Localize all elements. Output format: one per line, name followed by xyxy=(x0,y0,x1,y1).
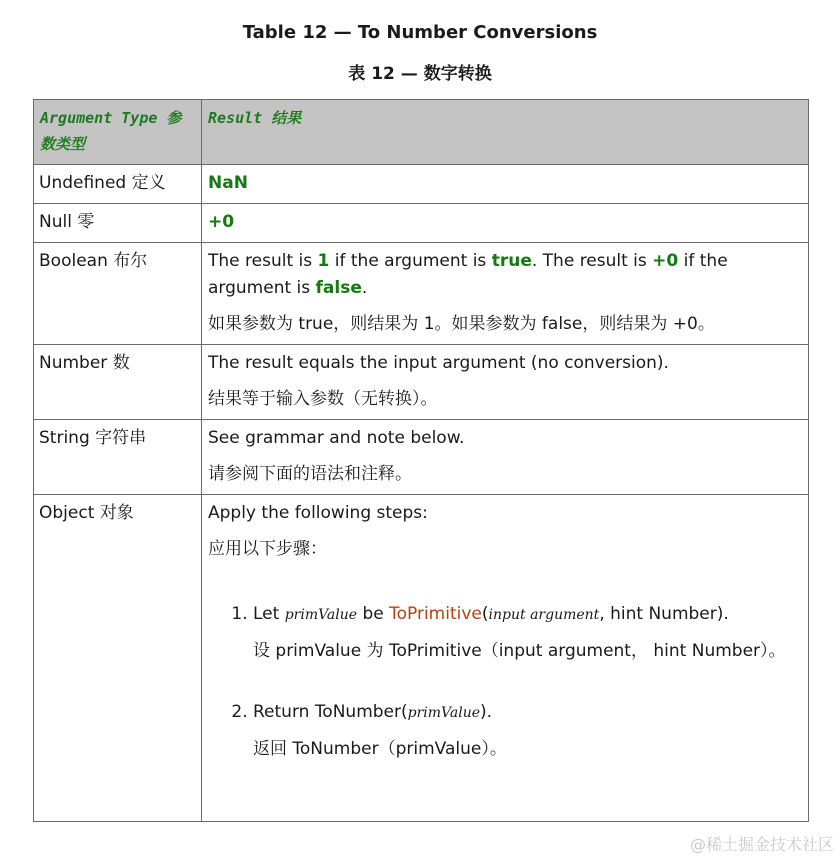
result-text-en: The result equals the input argument (no conversion). xyxy=(208,353,669,373)
result-text-en: The result is 1 if the argument is true. The result is +0 if the argument is false. xyxy=(208,251,728,298)
argument-cell: String 字符串 xyxy=(34,420,202,495)
table-title-zh: 表 12 — 数字转换 xyxy=(348,64,492,84)
result-cell xyxy=(202,165,809,204)
step-text-zh: 设 primValue 为 ToPrimitive（input argument， hint Number）。 xyxy=(253,641,786,661)
result-cell xyxy=(202,495,809,822)
header-argument: Argument Type 参数类型 xyxy=(34,100,202,165)
plus-zero-value: +0 xyxy=(208,212,235,232)
table-row xyxy=(34,495,809,822)
result-cell xyxy=(202,345,809,420)
argument-cell: Number 数 xyxy=(34,345,202,420)
result-cell xyxy=(202,204,809,243)
list-item xyxy=(253,699,800,763)
table-row xyxy=(34,243,809,345)
table-row xyxy=(34,420,809,495)
table-row xyxy=(34,165,809,204)
to-number-table xyxy=(33,99,809,822)
list-item xyxy=(253,601,800,665)
step-text-en: 2. Return ToNumber(primValue). xyxy=(253,702,493,722)
result-text-zh: 应用以下步骤： xyxy=(208,539,327,559)
table-row xyxy=(34,345,809,420)
watermark: @稀土掘金技术社区 xyxy=(689,835,834,854)
nan-value: NaN xyxy=(208,173,248,193)
argument-cell: Undefined 定义 xyxy=(34,165,202,204)
toprimitive-link[interactable]: ToPrimitive xyxy=(389,604,482,624)
steps-list xyxy=(208,601,800,763)
step-text-zh: 返回 ToNumber（primValue）。 xyxy=(253,739,507,759)
result-text-en: See grammar and note below. xyxy=(208,428,465,448)
result-cell xyxy=(202,243,809,345)
table-title-en: Table 12 — To Number Conversions xyxy=(242,22,598,43)
result-cell xyxy=(202,420,809,495)
result-text-zh: 如果参数为 true，则结果为 1。如果参数为 false，则结果为 +0。 xyxy=(208,314,715,334)
argument-cell: Object 对象 xyxy=(34,495,202,822)
result-text-en: Apply the following steps: xyxy=(208,503,428,523)
result-text-zh: 结果等于输入参数（无转换）。 xyxy=(208,389,438,409)
variable-primvalue: primValue xyxy=(407,705,480,721)
header-result: Result 结果 xyxy=(202,100,809,165)
variable-input-argument: input argument xyxy=(488,607,600,623)
result-text-zh: 请参阅下面的语法和注释。 xyxy=(208,464,412,484)
variable-primvalue: primValue xyxy=(284,607,358,623)
header-row xyxy=(34,100,809,165)
table-row xyxy=(34,204,809,243)
argument-cell: Boolean 布尔 xyxy=(34,243,202,345)
argument-cell: Null 零 xyxy=(34,204,202,243)
step-text-en: 1. Let primValue be ToPrimitive(input argument, hint Number). xyxy=(253,604,729,624)
